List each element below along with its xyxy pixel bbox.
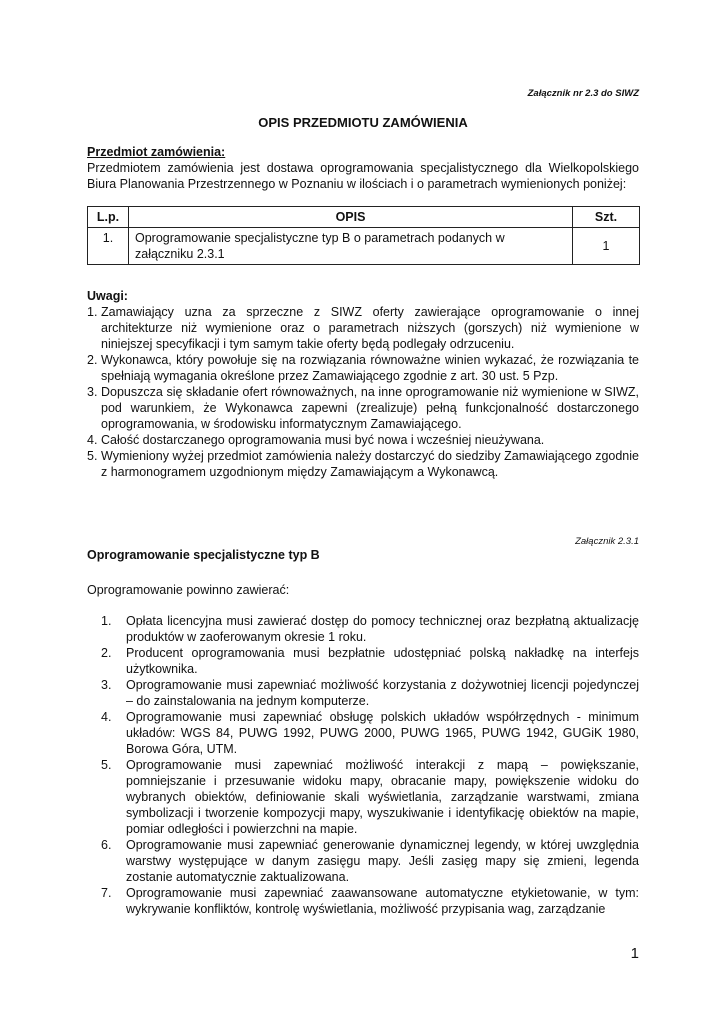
annex-reference-2: Załącznik 2.3.1	[575, 536, 639, 547]
item-number: 1.	[101, 614, 112, 628]
notes-section	[87, 288, 639, 480]
list-item	[87, 384, 639, 432]
list-item	[87, 448, 639, 480]
table-row	[88, 228, 640, 265]
item-number: 3.	[87, 385, 98, 399]
notes-list	[87, 304, 639, 480]
list-item	[87, 304, 639, 352]
item-text: Oprogramowanie musi zapewniać możliwość korzystania z dożywotniej licencji pojedynczej – do zainstalowania na jednym komputerze.	[126, 678, 639, 708]
document-title: OPIS PRZEDMIOTU ZAMÓWIENIA	[258, 115, 468, 130]
item-text: Zamawiający uzna za sprzeczne z SIWZ oferty zawierające oprogramowanie o innej architekturze niż wymienione oraz o parametrach niższych (gorszych) niż wymienione w niniejszej specyfikacji i tym samym takie oferty będą podlegały odrzuceniu.	[101, 305, 639, 351]
item-number: 2.	[101, 646, 112, 660]
item-number: 4.	[101, 710, 112, 724]
item-text: Wykonawca, który powołuje się na rozwiązania równoważne winien wykazać, że rozwiązania te spełniają wymagania określone przez Zamawiającego zgodnie z art. 30 ust. 5 Pzp.	[101, 353, 639, 383]
notes-heading: Uwagi:	[87, 289, 128, 303]
list-item	[101, 757, 639, 837]
list-item	[101, 613, 639, 645]
list-item	[101, 709, 639, 757]
item-text: Dopuszcza się składanie ofert równoważnych, na inne oprogramowanie niż wymienione w SIWZ, pod warunkiem, że Wykonawca zapewni (zrealizuje) pełną funkcjonalność dostarczonego oprogramowania, w środowisku informatycznym Zamawiającego.	[101, 385, 639, 431]
item-text: Oprogramowanie musi zapewniać obsługę polskich układów współrzędnych - minimum układów: WGS 84, PUWG 1992, PUWG 2000, PUWG 1965, PUWG 1942, GUGiK 1980, Borowa Góra, UTM.	[126, 710, 639, 756]
table-header-row	[88, 207, 640, 228]
header-lp: L.p.	[88, 207, 129, 228]
list-item	[87, 432, 639, 448]
subject-section	[87, 144, 639, 192]
item-text: Producent oprogramowania musi bezpłatnie udostępniać polską nakładkę na interfejs użytkownika.	[126, 646, 639, 676]
item-text: Opłata licencyjna musi zawierać dostęp do pomocy technicznej oraz bezpłatną aktualizację produktów w zaoferowanym okresie 1 roku.	[126, 614, 639, 644]
spec-title: Oprogramowanie specjalistyczne typ B	[87, 548, 320, 562]
annex-reference-top: Załącznik nr 2.3 do SIWZ	[527, 88, 639, 99]
subject-heading: Przedmiot zamówienia:	[87, 145, 226, 159]
item-text: Oprogramowanie musi zapewniać możliwość interakcji z mapą – powiększanie, pomniejszanie i przesuwanie widoku mapy, obracanie mapy, powiększenie widoku do wybranych obiektów, definiowanie skali wyświetlania, zarządzanie warstwami, zmiana symbolizacji i tworzenie kompozycji mapy, wyszukiwanie i identyfikację obiektów na mapie, pomiar odległości i powierzchni na mapie.	[126, 758, 639, 836]
cell-szt: 1	[573, 228, 640, 265]
item-number: 5.	[87, 449, 98, 463]
list-item	[87, 352, 639, 384]
spec-list	[101, 613, 639, 917]
item-number: 4.	[87, 433, 98, 447]
list-item	[101, 677, 639, 709]
item-number: 5.	[101, 758, 112, 772]
item-text: Oprogramowanie musi zapewniać zaawansowane automatyczne etykietowanie, w tym: wykrywanie konfliktów, kontrolę wyświetlania, możliwość przypisania wag, zarządzanie	[126, 886, 639, 916]
cell-lp: 1.	[88, 228, 129, 265]
items-table	[87, 206, 640, 265]
cell-opis: Oprogramowanie specjalistyczne typ B o parametrach podanych w załączniku 2.3.1	[129, 228, 573, 265]
list-item	[101, 645, 639, 677]
item-number: 7.	[101, 886, 112, 900]
list-item	[101, 885, 639, 917]
item-text: Całość dostarczanego oprogramowania musi być nowa i wcześniej nieużywana.	[101, 433, 545, 447]
list-item	[101, 837, 639, 885]
item-number: 1.	[87, 305, 98, 319]
subject-text: Przedmiotem zamówienia jest dostawa oprogramowania specjalistycznego dla Wielkopolskiego Biura Planowania Przestrzennego w Poznaniu w ilościach i o parametrach wymienionych poniżej:	[87, 161, 639, 191]
item-text: Wymieniony wyżej przedmiot zamówienia należy dostarczyć do siedziby Zamawiającego zgodnie z harmonogramem uzgodnionym między Zamawiającym a Wykonawcą.	[101, 449, 639, 479]
item-number: 3.	[101, 678, 112, 692]
item-number: 2.	[87, 353, 98, 367]
item-text: Oprogramowanie musi zapewniać generowanie dynamicznej legendy, w której uwzględnia warstwy występujące w danym zasięgu mapy. Jeśli zasięg mapy się zmieni, legenda zostanie automatycznie zaktualizowana.	[126, 838, 639, 884]
header-opis: OPIS	[129, 207, 573, 228]
header-szt: Szt.	[573, 207, 640, 228]
item-number: 6.	[101, 838, 112, 852]
page-number: 1	[630, 945, 639, 962]
spec-intro: Oprogramowanie powinno zawierać:	[87, 583, 290, 597]
